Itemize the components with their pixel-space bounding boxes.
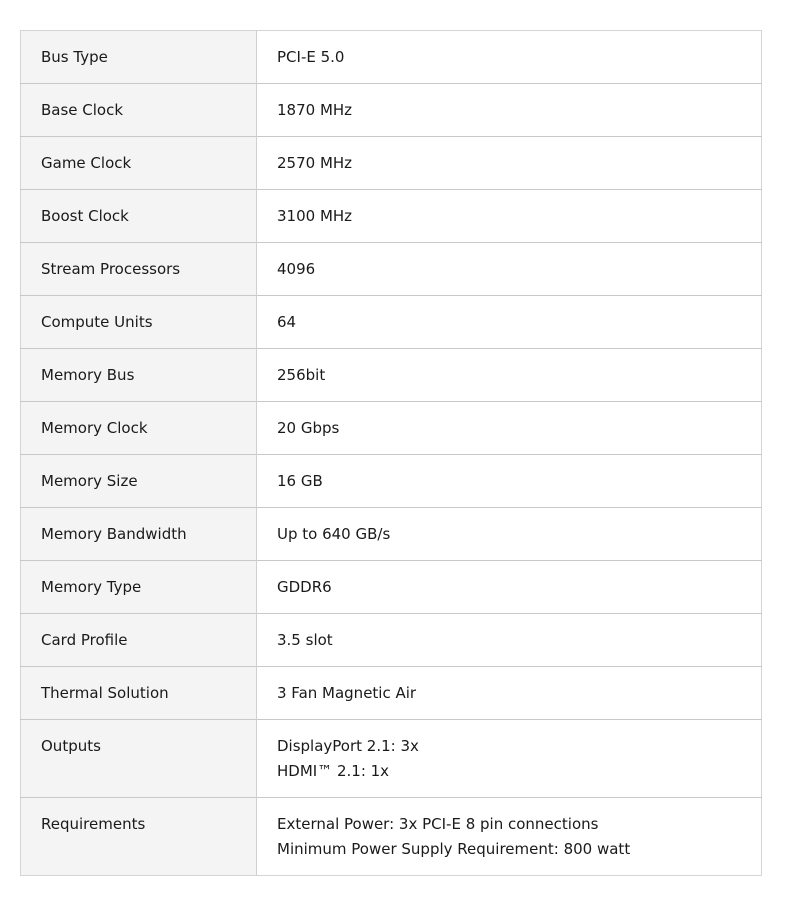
- spec-row: [21, 243, 762, 296]
- spec-row: [21, 798, 762, 876]
- spec-label: Memory Type: [21, 561, 257, 614]
- spec-row: [21, 508, 762, 561]
- spec-row: [21, 296, 762, 349]
- spec-value-line: 3.5 slot: [277, 631, 333, 649]
- spec-label: Compute Units: [21, 296, 257, 349]
- spec-row: [21, 84, 762, 137]
- spec-value: [257, 667, 762, 720]
- spec-label: Base Clock: [21, 84, 257, 137]
- spec-label: Memory Clock: [21, 402, 257, 455]
- spec-value: [257, 190, 762, 243]
- spec-value-line: 3100 MHz: [277, 207, 353, 225]
- spec-value-line: External Power: 3x PCI-E 8 pin connections: [277, 815, 599, 833]
- spec-value-line: 1870 MHz: [277, 101, 353, 119]
- spec-label: Thermal Solution: [21, 667, 257, 720]
- spec-row: [21, 349, 762, 402]
- spec-value-line: DisplayPort 2.1: 3x: [277, 737, 419, 755]
- spec-value-line: 256bit: [277, 366, 326, 384]
- spec-value-line: 16 GB: [277, 472, 323, 490]
- spec-value-line: HDMI™ 2.1: 1x: [277, 762, 390, 780]
- spec-label: Memory Size: [21, 455, 257, 508]
- spec-label: Card Profile: [21, 614, 257, 667]
- spec-row: [21, 190, 762, 243]
- spec-value: [257, 614, 762, 667]
- spec-value: [257, 561, 762, 614]
- spec-value: [257, 84, 762, 137]
- spec-value-line: 20 Gbps: [277, 419, 340, 437]
- spec-label: Memory Bus: [21, 349, 257, 402]
- spec-label: Game Clock: [21, 137, 257, 190]
- spec-row: [21, 31, 762, 84]
- spec-label: Boost Clock: [21, 190, 257, 243]
- spec-row: [21, 561, 762, 614]
- spec-row: [21, 667, 762, 720]
- spec-table-body: [21, 31, 762, 876]
- spec-value-line: Up to 640 GB/s: [277, 525, 391, 543]
- spec-value-line: 64: [277, 313, 297, 331]
- spec-value: [257, 137, 762, 190]
- spec-row: [21, 720, 762, 798]
- spec-value: [257, 720, 762, 798]
- spec-row: [21, 455, 762, 508]
- spec-label: Stream Processors: [21, 243, 257, 296]
- spec-row: [21, 614, 762, 667]
- spec-row: [21, 402, 762, 455]
- spec-value-line: 2570 MHz: [277, 154, 353, 172]
- spec-value: [257, 296, 762, 349]
- spec-row: [21, 137, 762, 190]
- spec-label: Memory Bandwidth: [21, 508, 257, 561]
- spec-value: [257, 508, 762, 561]
- spec-value: [257, 402, 762, 455]
- spec-table: [20, 30, 762, 876]
- spec-value: [257, 31, 762, 84]
- spec-value: [257, 798, 762, 876]
- spec-label: Bus Type: [21, 31, 257, 84]
- spec-value-line: 4096: [277, 260, 316, 278]
- spec-value-line: GDDR6: [277, 578, 332, 596]
- spec-value: [257, 455, 762, 508]
- spec-value-line: 3 Fan Magnetic Air: [277, 684, 417, 702]
- spec-value-line: Minimum Power Supply Requirement: 800 watt: [277, 840, 631, 858]
- spec-value-line: PCI-E 5.0: [277, 48, 345, 66]
- spec-value: [257, 243, 762, 296]
- spec-label: Requirements: [21, 798, 257, 876]
- spec-label: Outputs: [21, 720, 257, 798]
- spec-value: [257, 349, 762, 402]
